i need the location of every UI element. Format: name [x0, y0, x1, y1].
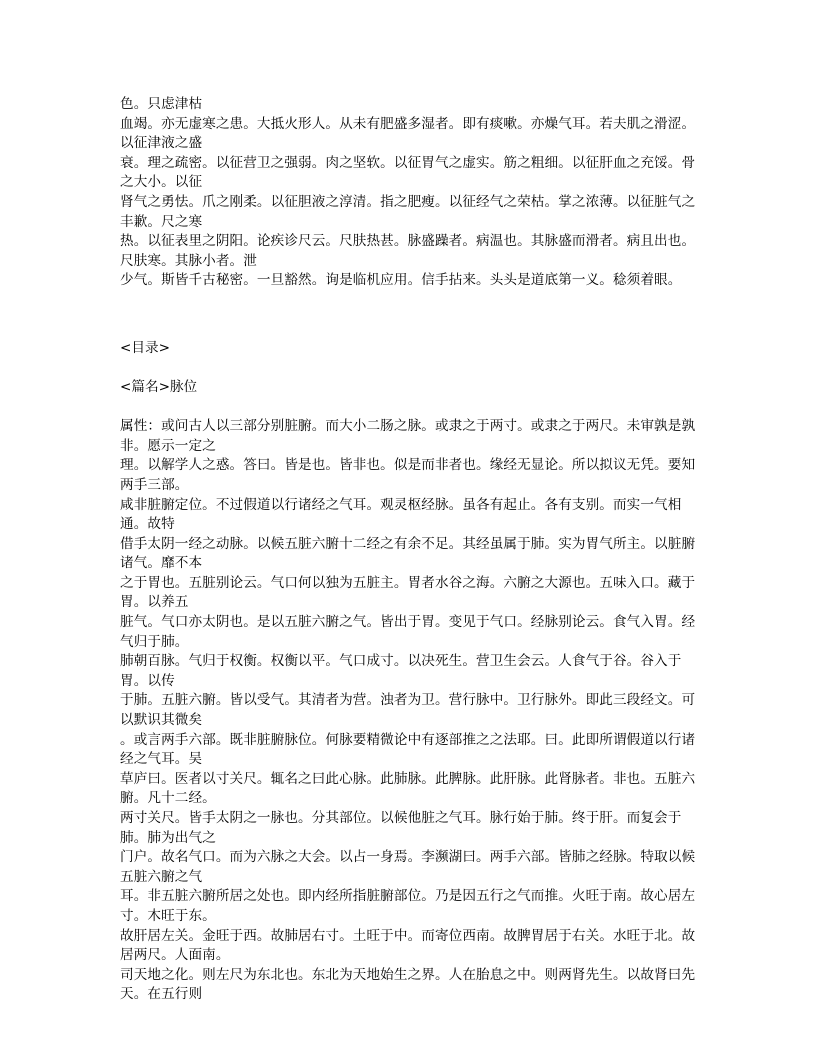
text-line: 热。以征表里之阴阳。论疾诊尺云。尺肤热甚。脉盛躁者。病温也。其脉盛而滑者。病且出也。尺肤寒。其脉小者。泄: [120, 233, 696, 269]
text-line: 肺朝百脉。气归于权衡。权衡以平。气口成寸。以决死生。营卫生会云。人食气于谷。谷入于胃。以传: [120, 653, 682, 689]
text-line: 属性：或问古人以三部分别脏腑。而大小二肠之脉。或隶之于两寸。或隶之于两尺。未审孰是孰非。愿示一定之: [120, 418, 696, 454]
text-line: 少气。斯皆千古秘密。一旦豁然。询是临机应用。信手拈来。头头是道底第一义。稔须着眼。: [120, 272, 682, 289]
text-line: 借手太阴一经之动脉。以候五脏六腑十二经之有余不足。其经虽属于肺。实为胃气所主。以脏腑诸气。靡不本: [120, 535, 696, 572]
text-line: 两寸关尺。皆手太阴之一脉也。分其部位。以候他脏之气耳。脉行始于肺。终于肝。而复会于肺。肺为出气之: [120, 810, 682, 846]
text-line: 。或言两手六部。既非脏腑脉位。何脉要精微论中有逐部推之之法耶。曰。此即所谓假道以行诸经之气耳。吴: [120, 731, 696, 768]
text-line: 草庐曰。医者以寸关尺。辄名之曰此心脉。此肺脉。此脾脉。此肝脉。此肾脉者。非也。五脏六腑。凡十二经。: [120, 770, 696, 807]
text-line: 脏气。气口亦太阴也。是以五脏六腑之气。皆出于胃。变见于气口。经脉别论云。食气入胃。经气归于肺。: [120, 614, 696, 650]
text-line: 理。以解学人之惑。答曰。皆是也。皆非也。似是而非者也。缘经无显论。所以拟议无凭。要知两手三部。: [120, 457, 696, 493]
text-line: 之于胃也。五脏别论云。气口何以独为五脏主。胃者水谷之海。六腑之大源也。五味入口。藏于胃。以养五: [120, 574, 696, 611]
body-paragraph: [120, 417, 700, 1005]
intro-paragraph: [120, 95, 700, 291]
text-line: 血竭。亦无虚寒之患。大抵火形人。从未有肥盛多湿者。即有痰嗽。亦燥气耳。若夫肌之滑涩。以征津液之盛: [120, 115, 696, 152]
toc-heading: <目录>: [120, 339, 170, 356]
text-line: 于肺。五脏六腑。皆以受气。其清者为营。浊者为卫。营行脉中。卫行脉外。即此三段经文。可以默识其微矣: [120, 692, 696, 729]
text-line: 门户。故名气口。而为六脉之大会。以占一身焉。李濒湖曰。两手六部。皆肺之经脉。特取以候五脏六腑之气: [120, 849, 696, 885]
text-line: 司天地之化。则左尺为东北也。东北为天地始生之界。人在胎息之中。则两肾先生。以故肾曰先天。在五行则: [120, 966, 696, 1003]
text-line: 耳。非五脏六腑所居之处也。即内经所指脏腑部位。乃是因五行之气而推。火旺于南。故心居左寸。木旺于东。: [120, 888, 696, 924]
text-line: 咸非脏腑定位。不过假道以行诸经之气耳。观灵枢经脉。虽各有起止。各有支别。而实一气相通。故特: [120, 496, 682, 533]
text-line: 故肝居左关。金旺于西。故肺居右寸。土旺于中。而寄位西南。故脾胃居于右关。水旺于北。故居两尺。人面南。: [120, 927, 696, 964]
text-line: 肾气之勇怯。爪之刚柔。以征胆液之淳清。指之肥瘦。以征经气之荣枯。掌之浓薄。以征脏气之丰歉。尺之寒: [120, 193, 696, 230]
text-line: 衰。理之疏密。以征营卫之强弱。肉之坚软。以征胃气之虚实。筋之粗细。以征肝血之充馁。骨之大小。以征: [120, 154, 696, 191]
text-line: 色。只虑津枯: [120, 96, 203, 112]
document-page: [120, 95, 700, 1005]
chapter-title: <篇名>脉位: [120, 378, 198, 395]
